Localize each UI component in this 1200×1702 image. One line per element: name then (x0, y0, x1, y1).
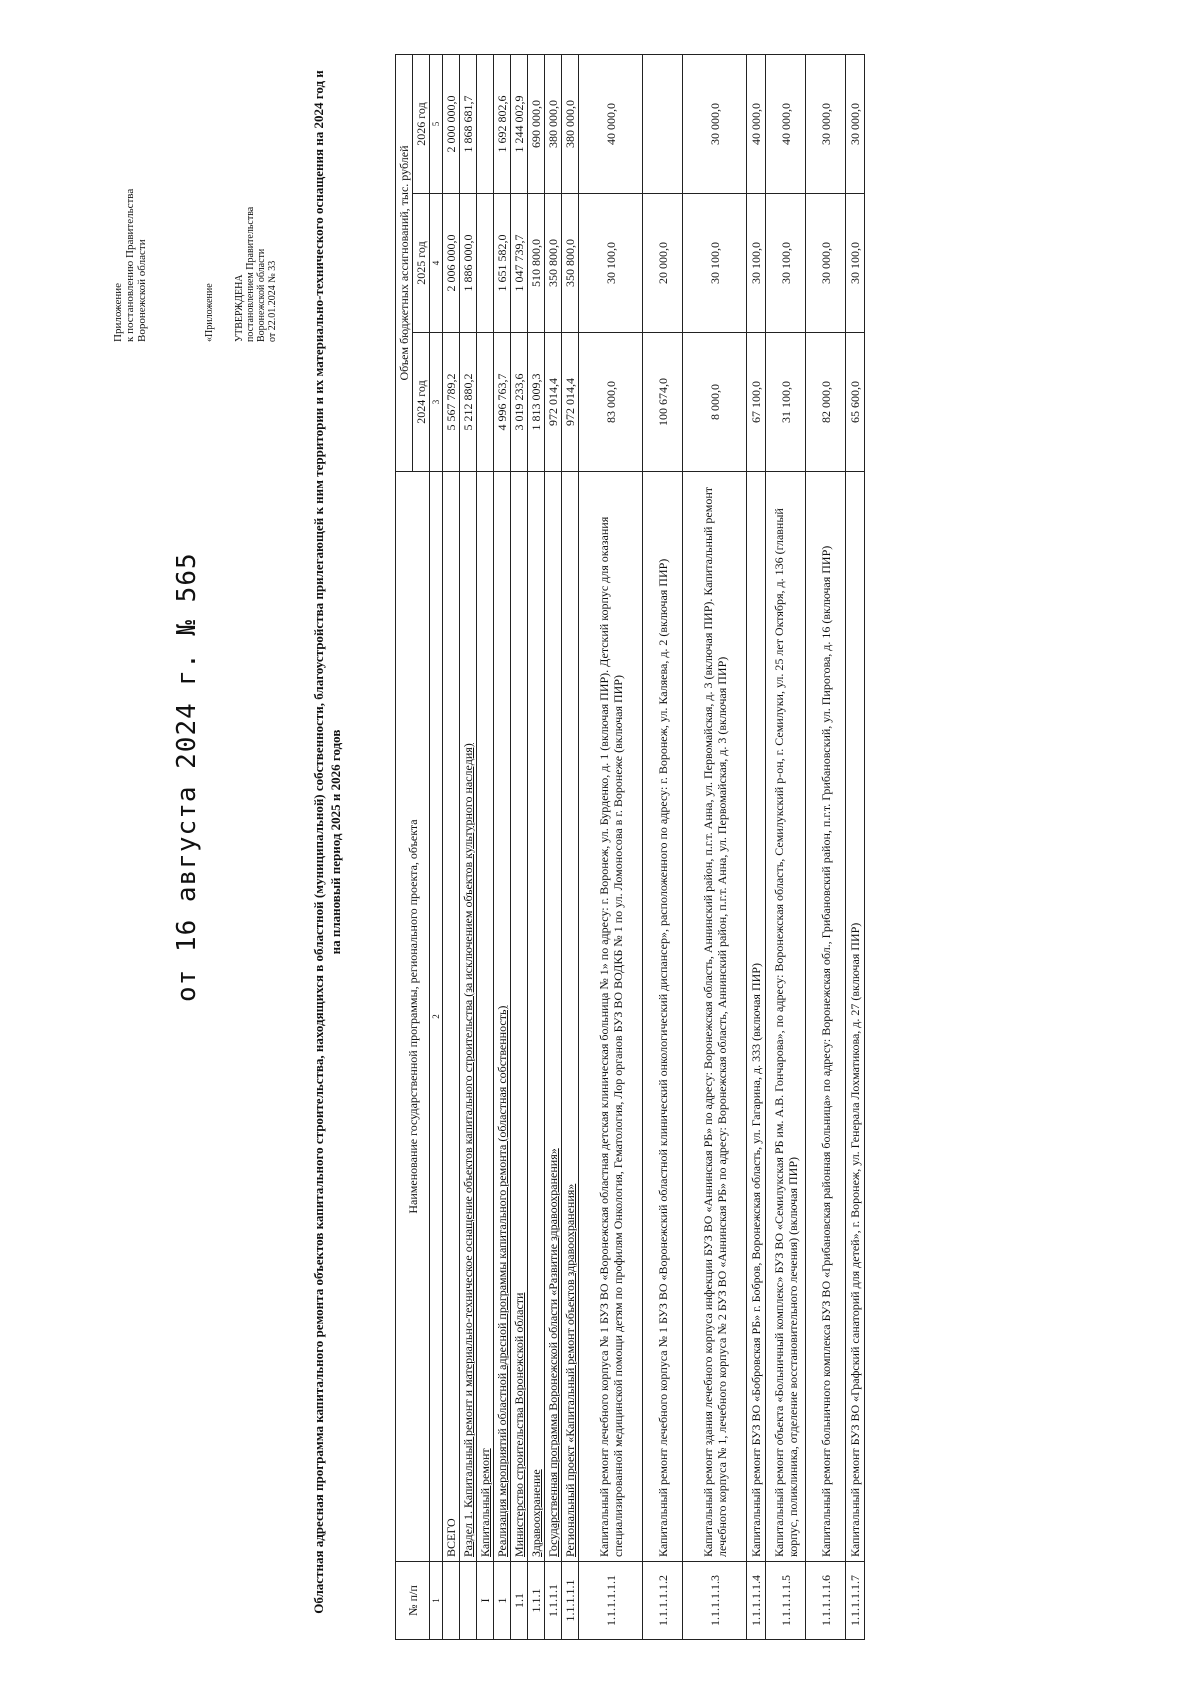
table-row (443, 54, 460, 1639)
value-2026: 40 000,0 (766, 54, 806, 193)
row-name: Капитальный ремонт БУЗ ВО «Графский санаторий для детей», г. Воронеж, ул. Генерала Лохматикова, д. 27 (включая ПИР) (846, 472, 865, 1562)
row-name: Капитальный ремонт больничного комплекса БУЗ ВО «Грибановская районная больница» по адресу: Воронежская обл., Грибановский район, п.г.т. Грибановский, ул. Пирогова, д. 16 (включая ПИР) (806, 472, 846, 1562)
value-2024: 31 100,0 (766, 333, 806, 472)
prilozhenie-note: «Приложение (204, 283, 215, 342)
row-num: 1.1.1.1.1.2 (643, 1562, 683, 1640)
column-number: 5 (430, 54, 443, 193)
value-2025: 350 800,0 (562, 194, 579, 333)
row-name: Капитальный ремонт (477, 472, 494, 1562)
table-row (683, 54, 747, 1639)
row-name: Капитальный ремонт лечебного корпуса № 1 БУЗ ВО «Воронежская областная детская клиническая больница № 1» по адресу: г. Воронеж, ул. Бурденко, д. 1 (включая ПИР). Детский корпус для оказания специализированной медицинской помощи детям по профилям Онкология, Гематология, Лор органов БУЗ ВО ВОДКБ № 1 по ул. Ломоносова в г. Воронеже (включая ПИР) (579, 472, 643, 1562)
header-appendix (112, 42, 148, 342)
value-2025: 30 100,0 (579, 194, 643, 333)
value-2026: 30 000,0 (806, 54, 846, 193)
approved-stamp (234, 42, 278, 342)
value-2024: 1 813 009,3 (528, 333, 545, 472)
value-2025: 1 886 000,0 (460, 194, 477, 333)
value-2026: 2 000 000,0 (443, 54, 460, 193)
row-name: Раздел 1. Капитальный ремонт и материально-техническое оснащение объектов капитального строительства (за исключением объектов культурного наследия) (460, 472, 477, 1562)
row-name: Капитальный ремонт лечебного корпуса № 1 БУЗ ВО «Воронежский областной клинический онкологический диспансер», расположенного по адресу: г. Воронеж, ул. Каляева, д. 2 (включая ПИР) (643, 472, 683, 1562)
value-2026: 1 692 802,6 (494, 54, 511, 193)
row-num: 1 (494, 1562, 511, 1640)
table-row (846, 54, 865, 1639)
row-num (460, 1562, 477, 1640)
header-line: Приложение (112, 282, 124, 342)
value-2024: 5 567 789,2 (443, 333, 460, 472)
table-row (643, 54, 683, 1639)
value-2024 (477, 333, 494, 472)
value-2024: 67 100,0 (747, 333, 766, 472)
table-row (477, 54, 494, 1639)
column-number: 1 (430, 1562, 443, 1640)
value-2026 (477, 54, 494, 193)
value-2026: 380 000,0 (562, 54, 579, 193)
value-2024: 8 000,0 (683, 333, 747, 472)
header-num: № п/п (396, 1562, 430, 1640)
row-num: 1.1.1.1.1.3 (683, 1562, 747, 1640)
header-2026: 2026 год (413, 54, 430, 193)
column-number: 4 (430, 194, 443, 333)
row-name: Реализация мероприятий областной адресной программы капитального ремонта (областная собственность) (494, 472, 511, 1562)
value-2026 (643, 54, 683, 193)
value-2025: 30 100,0 (846, 194, 865, 333)
value-2025: 510 800,0 (528, 194, 545, 333)
value-2026: 30 000,0 (683, 54, 747, 193)
row-num: 1.1.1.1 (545, 1562, 562, 1640)
column-number: 3 (430, 333, 443, 472)
row-num: I (477, 1562, 494, 1640)
row-name: ВСЕГО (443, 472, 460, 1562)
row-num: 1.1.1.1.1 (562, 1562, 579, 1640)
row-num: 1.1.1 (528, 1562, 545, 1640)
value-2024: 100 674,0 (643, 333, 683, 472)
value-2024: 972 014,4 (562, 333, 579, 472)
row-name: Здравоохранение (528, 472, 545, 1562)
header-name: Наименование государственной программы, регионального проекта, объекта (396, 472, 430, 1562)
row-name: Министерство строительства Воронежской области (511, 472, 528, 1562)
table-row (494, 54, 511, 1639)
approved-line: от 22.01.2024 № 33 (267, 260, 278, 342)
value-2024: 4 996 763,7 (494, 333, 511, 472)
row-num: 1.1.1.1.1.7 (846, 1562, 865, 1640)
value-2025: 30 100,0 (747, 194, 766, 333)
row-num: 1.1 (511, 1562, 528, 1640)
value-2025: 1 047 739,7 (511, 194, 528, 333)
row-num: 1.1.1.1.1.5 (766, 1562, 806, 1640)
value-2026: 380 000,0 (545, 54, 562, 193)
row-num (443, 1562, 460, 1640)
table-row (511, 54, 528, 1639)
value-2024: 83 000,0 (579, 333, 643, 472)
row-name: Государственная программа Воронежской области «Развитие здравоохранения» (545, 472, 562, 1562)
row-name: Капитальный ремонт БУЗ ВО «Бобровская РБ» г. Бобров, Воронежская область, ул. Гагарина, д. 333 (включая ПИР) (747, 472, 766, 1562)
row-num: 1.1.1.1.1.1 (579, 1562, 643, 1640)
table-row (545, 54, 562, 1639)
value-2024: 65 600,0 (846, 333, 865, 472)
value-2024: 82 000,0 (806, 333, 846, 472)
value-2025: 30 100,0 (766, 194, 806, 333)
header-2025: 2025 год (413, 194, 430, 333)
value-2026: 1 868 681,7 (460, 54, 477, 193)
value-2026: 1 244 002,9 (511, 54, 528, 193)
value-2026: 40 000,0 (579, 54, 643, 193)
header-line: к постановлению Правительства (124, 188, 136, 342)
header-budget: Объем бюджетных ассигнований, тыс. рублей (396, 54, 413, 471)
value-2025: 1 651 582,0 (494, 194, 511, 333)
approved-line: УТВЕРЖДЕНА (234, 274, 245, 342)
value-2025: 20 000,0 (643, 194, 683, 333)
row-name: Капитальный ремонт здания лечебного корпуса инфекции БУЗ ВО «Аннинская РБ» по адресу: Воронежская область, Аннинский район, п.г.т. Анна, ул. Первомайская, д. 3 (включая ПИР). Капитальный ремонт лечебного корпуса № 1, лечебного корпуса № 2 БУЗ ВО «Аннинская РБ» по адресу: Воронежская область, Аннинский район, п.г.т. Анна, ул. Первомайская, д. 3 (включая ПИР) (683, 472, 747, 1562)
budget-table (395, 54, 865, 1640)
row-num: 1.1.1.1.1.4 (747, 1562, 766, 1640)
value-2025: 350 800,0 (545, 194, 562, 333)
header-line: Воронежской области (136, 239, 148, 342)
value-2025: 30 100,0 (683, 194, 747, 333)
value-2024: 972 014,4 (545, 333, 562, 472)
value-2026: 690 000,0 (528, 54, 545, 193)
row-name: Региональный проект «Капитальный ремонт объектов здравоохранения» (562, 472, 579, 1562)
value-2025: 2 006 000,0 (443, 194, 460, 333)
value-2025 (477, 194, 494, 333)
value-2026: 30 000,0 (846, 54, 865, 193)
table-row (766, 54, 806, 1639)
table-row (579, 54, 643, 1639)
table-row (747, 54, 766, 1639)
value-2024: 3 019 233,6 (511, 333, 528, 472)
row-num: 1.1.1.1.1.6 (806, 1562, 846, 1640)
table-row (528, 54, 545, 1639)
table-row (806, 54, 846, 1639)
resolution-date: от 16 августа 2024 г. № 565 (172, 552, 202, 1002)
document-title: Областная адресная программа капитального ремонта объектов капитального строительства, находящихся в областной (муниципальной) собственности, благоустройства прилегающей к ним территории и их материально-технического оснащения на 2024 год и на плановый период 2025 и 2026 годов (311, 70, 343, 1614)
header-2024: 2024 год (413, 333, 430, 472)
table-row (460, 54, 477, 1639)
row-name: Капитальный ремонт объекта «Больничный комплекс» БУЗ ВО «Семилукская РБ им. А.В. Гончарова», по адресу: Воронежская область, Семилукский р-он, г. Семилуки, ул. 25 лет Октября, д. 136 (главный корпус, поликлиника, отделение восстановительного лечения) (включая ПИР) (766, 472, 806, 1562)
approved-line: Воронежской области (256, 248, 267, 342)
column-number: 2 (430, 472, 443, 1562)
value-2026: 40 000,0 (747, 54, 766, 193)
value-2024: 5 212 880,2 (460, 333, 477, 472)
approved-line: постановлением Правительства (245, 206, 256, 342)
value-2025: 30 000,0 (806, 194, 846, 333)
table-row (562, 54, 579, 1639)
